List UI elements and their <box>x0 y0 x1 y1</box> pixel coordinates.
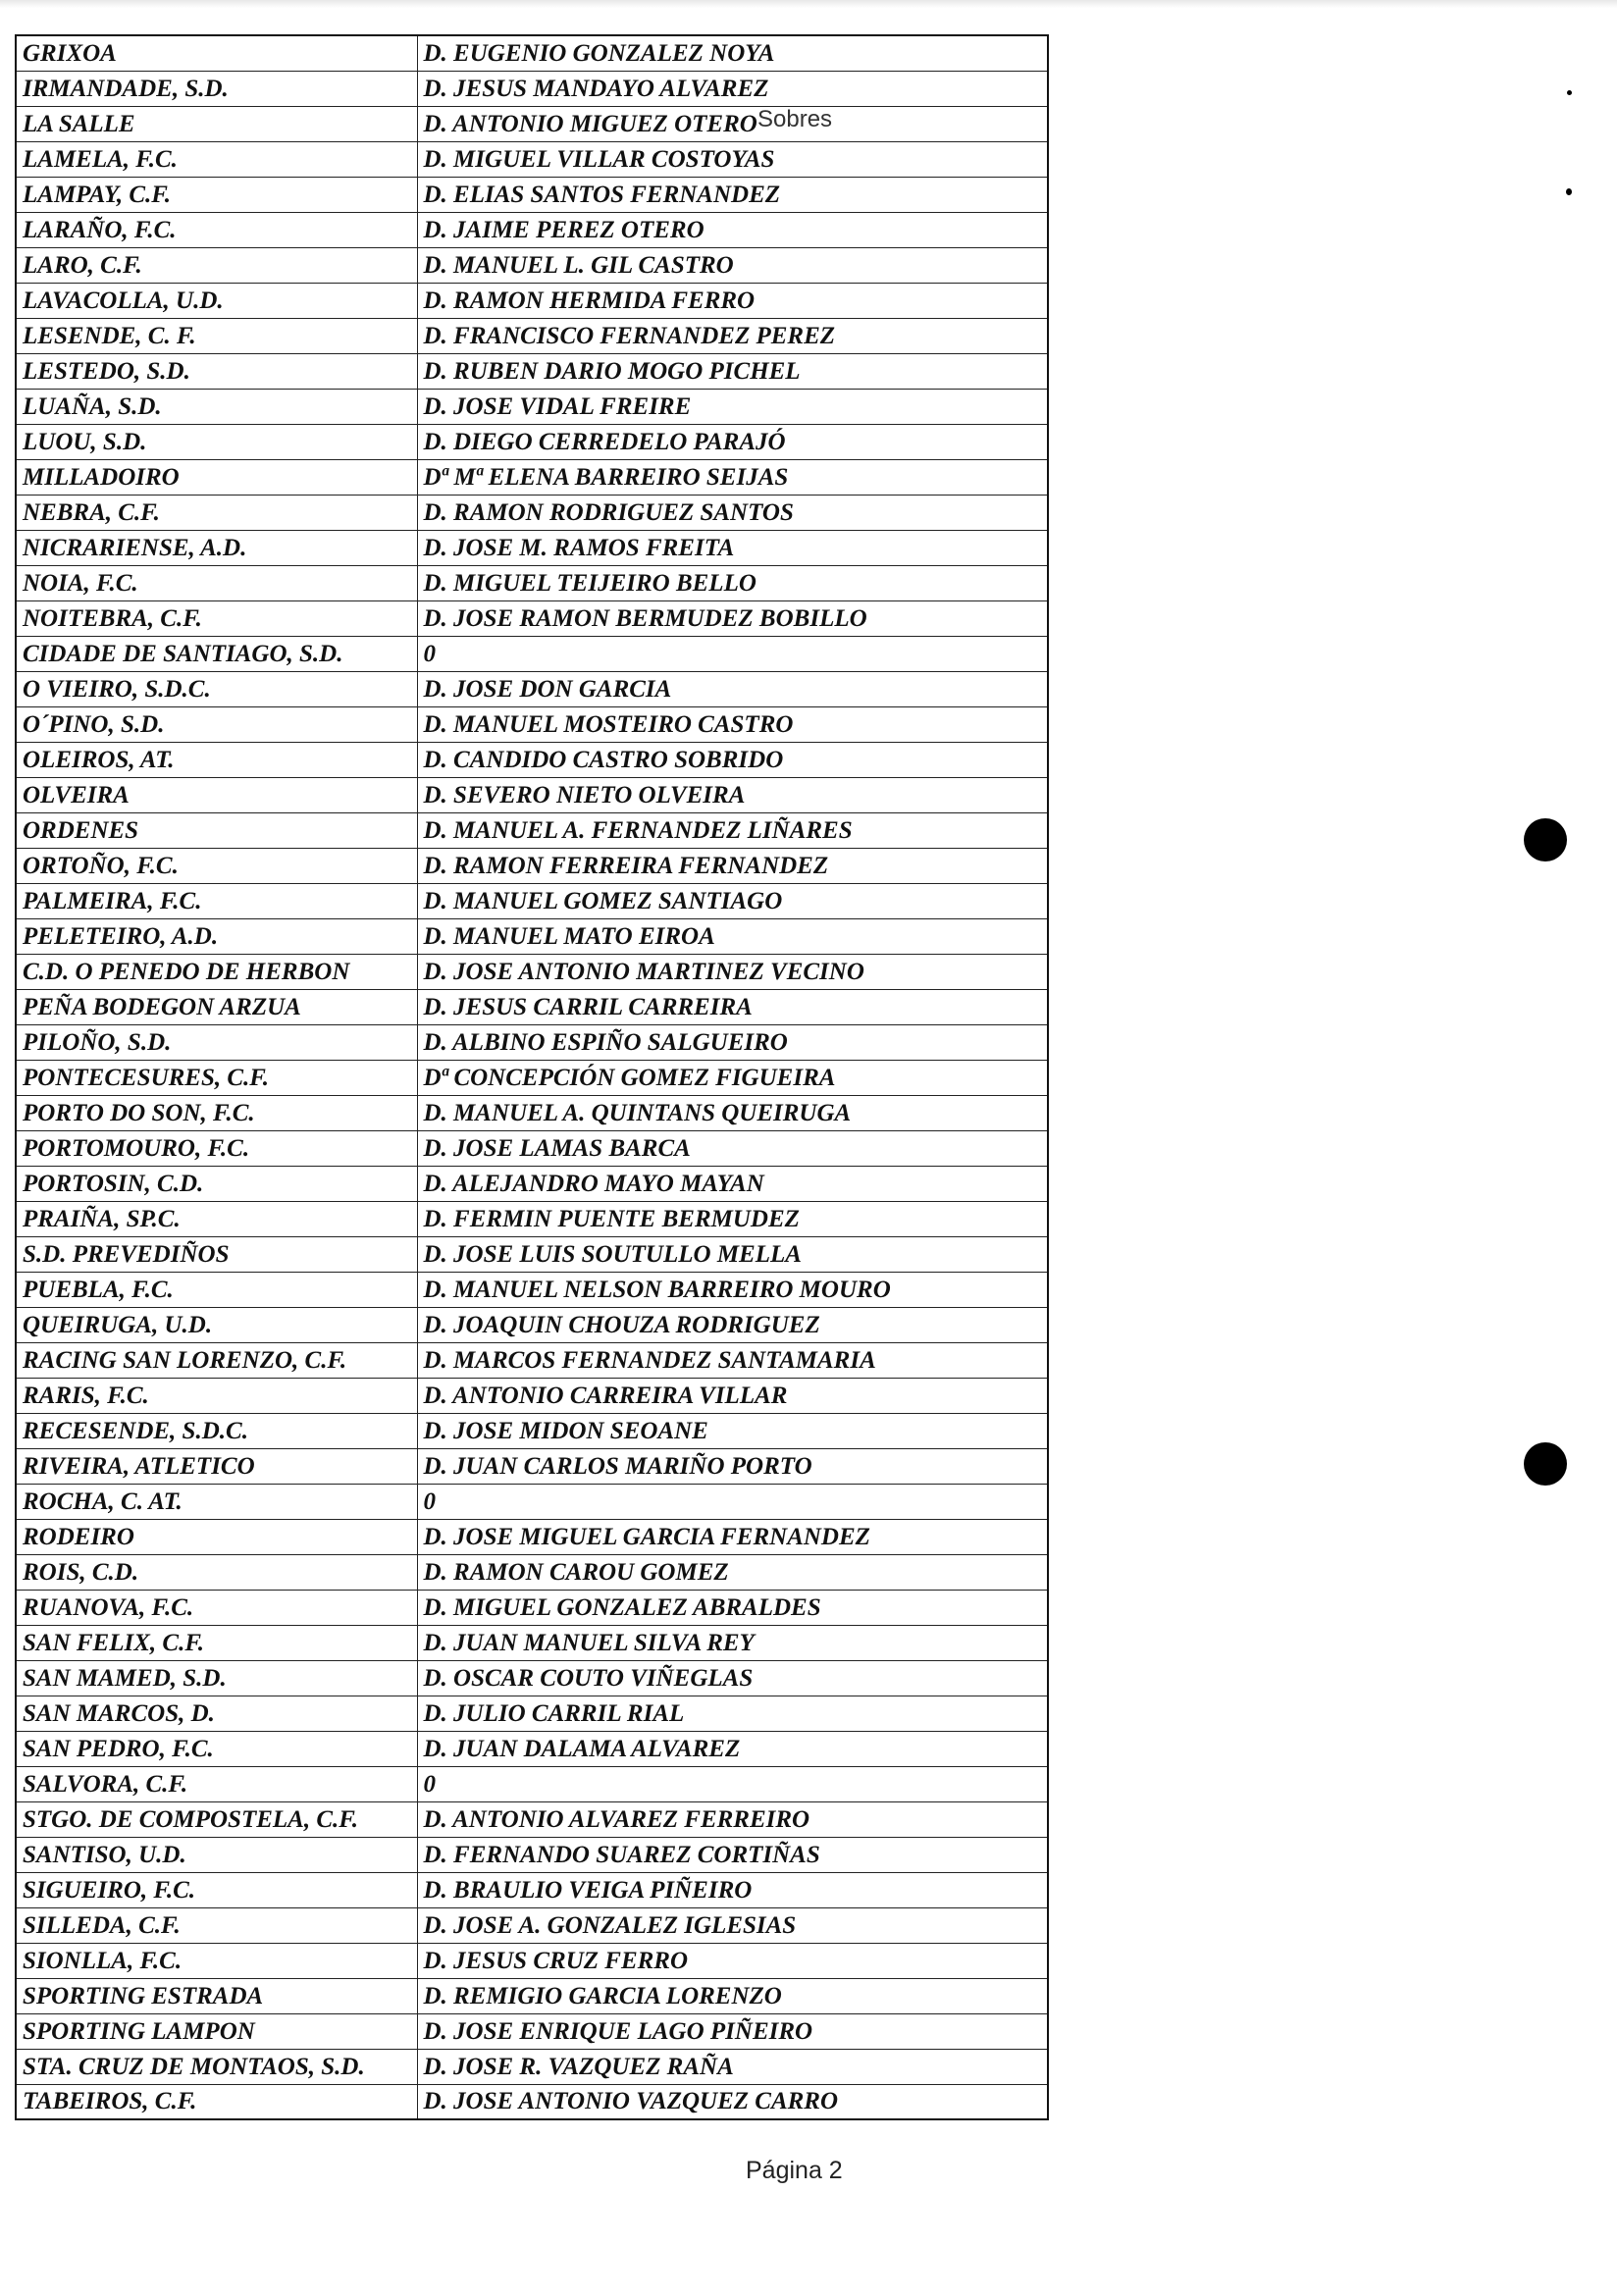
club-name-cell: SPORTING LAMPON <box>16 2013 417 2049</box>
club-name-cell: SAN PEDRO, F.C. <box>16 1731 417 1766</box>
president-name-cell: D. JULIO CARRIL RIAL <box>417 1696 1048 1731</box>
club-name-cell: GRIXOA <box>16 35 417 71</box>
punch-hole <box>1524 1442 1567 1486</box>
president-name-cell: D. JOSE MIGUEL GARCIA FERNANDEZ <box>417 1519 1048 1554</box>
president-name-cell: D. DIEGO CERREDELO PARAJÓ <box>417 424 1048 459</box>
club-name-cell: SIGUEIRO, F.C. <box>16 1872 417 1907</box>
club-name-cell: SAN MAMED, S.D. <box>16 1660 417 1696</box>
club-name-cell: NEBRA, C.F. <box>16 495 417 530</box>
club-name-cell: PONTECESURES, C.F. <box>16 1060 417 1095</box>
president-name-cell: D. JOSE DON GARCIA <box>417 671 1048 706</box>
president-name-cell: D. MIGUEL TEIJEIRO BELLO <box>417 565 1048 600</box>
table-row <box>16 530 1048 565</box>
president-name-cell: D. JOSE R. VAZQUEZ RAÑA <box>417 2049 1048 2084</box>
club-name-cell: NOITEBRA, C.F. <box>16 600 417 636</box>
scan-edge <box>0 0 1617 8</box>
club-name-cell: RUANOVA, F.C. <box>16 1590 417 1625</box>
president-name-cell: D. FERMIN PUENTE BERMUDEZ <box>417 1201 1048 1236</box>
president-name-cell: D. RAMON HERMIDA FERRO <box>417 283 1048 318</box>
table-row <box>16 2049 1048 2084</box>
table-row <box>16 777 1048 812</box>
club-name-cell: LAVACOLLA, U.D. <box>16 283 417 318</box>
club-name-cell: RARIS, F.C. <box>16 1378 417 1413</box>
table-row <box>16 989 1048 1024</box>
table-row <box>16 565 1048 600</box>
table-row <box>16 1907 1048 1943</box>
club-name-cell: TABEIROS, C.F. <box>16 2084 417 2119</box>
president-name-cell: D. JESUS CRUZ FERRO <box>417 1943 1048 1978</box>
president-name-cell: D. CANDIDO CASTRO SOBRIDO <box>417 742 1048 777</box>
table-row <box>16 459 1048 495</box>
president-name-cell: D. ANTONIO CARREIRA VILLAR <box>417 1378 1048 1413</box>
president-name-cell: D. JOSE LUIS SOUTULLO MELLA <box>417 1236 1048 1272</box>
table-row <box>16 742 1048 777</box>
table-row <box>16 1625 1048 1660</box>
table-row <box>16 1130 1048 1166</box>
punch-hole <box>1524 818 1567 861</box>
president-name-cell: D. JOAQUIN CHOUZA RODRIGUEZ <box>417 1307 1048 1342</box>
president-name-cell: D. MARCOS FERNANDEZ SANTAMARIA <box>417 1342 1048 1378</box>
president-name-cell: D. JOSE ANTONIO MARTINEZ VECINO <box>417 954 1048 989</box>
president-name-cell: D. BRAULIO VEIGA PIÑEIRO <box>417 1872 1048 1907</box>
president-name-cell: D. ANTONIO ALVAREZ FERREIRO <box>417 1801 1048 1837</box>
president-name-cell: D. MANUEL MATO EIROA <box>417 918 1048 954</box>
table-row <box>16 353 1048 389</box>
table-row <box>16 106 1048 141</box>
table-row <box>16 1448 1048 1484</box>
table-row <box>16 918 1048 954</box>
president-name-cell: D. RAMON FERREIRA FERNANDEZ <box>417 848 1048 883</box>
club-name-cell: PILOÑO, S.D. <box>16 1024 417 1060</box>
president-name-cell: D. EUGENIO GONZALEZ NOYA <box>417 35 1048 71</box>
club-name-cell: PORTOMOURO, F.C. <box>16 1130 417 1166</box>
table-row <box>16 883 1048 918</box>
club-name-cell: SILLEDA, C.F. <box>16 1907 417 1943</box>
club-name-cell: LUAÑA, S.D. <box>16 389 417 424</box>
president-name-cell: D. JOSE ENRIQUE LAGO PIÑEIRO <box>417 2013 1048 2049</box>
club-name-cell: STGO. DE COMPOSTELA, C.F. <box>16 1801 417 1837</box>
president-name-cell: D. REMIGIO GARCIA LORENZO <box>417 1978 1048 2013</box>
table-row <box>16 389 1048 424</box>
club-name-cell: PUEBLA, F.C. <box>16 1272 417 1307</box>
table-row <box>16 212 1048 247</box>
president-name-cell: D. JOSE M. RAMOS FREITA <box>417 530 1048 565</box>
club-name-cell: LARAÑO, F.C. <box>16 212 417 247</box>
president-name-cell: D. FERNANDO SUAREZ CORTIÑAS <box>417 1837 1048 1872</box>
president-name-cell: D. RAMON RODRIGUEZ SANTOS <box>417 495 1048 530</box>
table-row <box>16 1801 1048 1837</box>
club-name-cell: PORTO DO SON, F.C. <box>16 1095 417 1130</box>
club-name-cell: PEÑA BODEGON ARZUA <box>16 989 417 1024</box>
president-name-cell: D. MANUEL GOMEZ SANTIAGO <box>417 883 1048 918</box>
club-name-cell: LESENDE, C. F. <box>16 318 417 353</box>
club-name-cell: OLEIROS, AT. <box>16 742 417 777</box>
table-row <box>16 1766 1048 1801</box>
club-name-cell: CIDADE DE SANTIAGO, S.D. <box>16 636 417 671</box>
president-name-cell: D. JUAN DALAMA ALVAREZ <box>417 1731 1048 1766</box>
club-name-cell: MILLADOIRO <box>16 459 417 495</box>
table-row <box>16 2084 1048 2119</box>
president-name-cell: D. MANUEL MOSTEIRO CASTRO <box>417 706 1048 742</box>
club-name-cell: PELETEIRO, A.D. <box>16 918 417 954</box>
table-row <box>16 1978 1048 2013</box>
table-row <box>16 1236 1048 1272</box>
president-name-cell: D. JUAN MANUEL SILVA REY <box>417 1625 1048 1660</box>
page-number: Página 2 <box>746 2157 843 2184</box>
president-name-cell: Dª Mª ELENA BARREIRO SEIJAS <box>417 459 1048 495</box>
president-name-cell: D. JUAN CARLOS MARIÑO PORTO <box>417 1448 1048 1484</box>
president-name-cell: D. JOSE MIDON SEOANE <box>417 1413 1048 1448</box>
club-name-cell: ORTOÑO, F.C. <box>16 848 417 883</box>
club-name-cell: PORTOSIN, C.D. <box>16 1166 417 1201</box>
club-name-cell: PRAIÑA, SP.C. <box>16 1201 417 1236</box>
table-row <box>16 1272 1048 1307</box>
table-row <box>16 318 1048 353</box>
president-name-cell: D. ANTONIO MIGUEZ OTERO <box>417 106 1048 141</box>
table-row <box>16 1696 1048 1731</box>
table-row <box>16 177 1048 212</box>
president-name-cell: D. ELIAS SANTOS FERNANDEZ <box>417 177 1048 212</box>
table-row <box>16 812 1048 848</box>
club-name-cell: S.D. PREVEDIÑOS <box>16 1236 417 1272</box>
table-row <box>16 1484 1048 1519</box>
table-row <box>16 706 1048 742</box>
club-name-cell: QUEIRUGA, U.D. <box>16 1307 417 1342</box>
president-name-cell: 0 <box>417 636 1048 671</box>
president-name-cell: Dª CONCEPCIÓN GOMEZ FIGUEIRA <box>417 1060 1048 1095</box>
president-name-cell: D. JESUS MANDAYO ALVAREZ <box>417 71 1048 106</box>
club-name-cell: O´PINO, S.D. <box>16 706 417 742</box>
club-name-cell: PALMEIRA, F.C. <box>16 883 417 918</box>
table-row <box>16 1342 1048 1378</box>
table-body <box>16 35 1048 2119</box>
table-row <box>16 424 1048 459</box>
club-name-cell: SAN FELIX, C.F. <box>16 1625 417 1660</box>
club-name-cell: NICRARIENSE, A.D. <box>16 530 417 565</box>
table-row <box>16 1554 1048 1590</box>
club-name-cell: NOIA, F.C. <box>16 565 417 600</box>
table-row <box>16 247 1048 283</box>
scan-speck <box>1567 90 1572 95</box>
club-name-cell: ROIS, C.D. <box>16 1554 417 1590</box>
club-name-cell: SANTISO, U.D. <box>16 1837 417 1872</box>
president-name-cell: D. JAIME PEREZ OTERO <box>417 212 1048 247</box>
sobres-label: Sobres <box>757 106 833 132</box>
table-row <box>16 283 1048 318</box>
club-name-cell: C.D. O PENEDO DE HERBON <box>16 954 417 989</box>
table-row <box>16 1201 1048 1236</box>
club-name-cell: O VIEIRO, S.D.C. <box>16 671 417 706</box>
table-row <box>16 1413 1048 1448</box>
clubs-presidents-table <box>15 34 1049 2120</box>
president-name-cell: D. MIGUEL GONZALEZ ABRALDES <box>417 1590 1048 1625</box>
club-name-cell: LAMPAY, C.F. <box>16 177 417 212</box>
club-name-cell: LAMELA, F.C. <box>16 141 417 177</box>
club-name-cell: RECESENDE, S.D.C. <box>16 1413 417 1448</box>
table-row <box>16 671 1048 706</box>
club-name-cell: SPORTING ESTRADA <box>16 1978 417 2013</box>
table-row <box>16 1590 1048 1625</box>
table-row <box>16 1519 1048 1554</box>
table-row <box>16 1166 1048 1201</box>
club-name-cell: SIONLLA, F.C. <box>16 1943 417 1978</box>
club-name-cell: LA SALLE <box>16 106 417 141</box>
president-name-cell: 0 <box>417 1766 1048 1801</box>
table-row <box>16 71 1048 106</box>
president-name-cell: D. JOSE LAMAS BARCA <box>417 1130 1048 1166</box>
table-row <box>16 636 1048 671</box>
president-name-cell: D. RAMON CAROU GOMEZ <box>417 1554 1048 1590</box>
president-name-cell: D. JOSE RAMON BERMUDEZ BOBILLO <box>417 600 1048 636</box>
club-name-cell: LESTEDO, S.D. <box>16 353 417 389</box>
president-name-cell: D. SEVERO NIETO OLVEIRA <box>417 777 1048 812</box>
president-name-cell: D. MANUEL A. FERNANDEZ LIÑARES <box>417 812 1048 848</box>
club-name-cell: RACING SAN LORENZO, C.F. <box>16 1342 417 1378</box>
president-name-cell: D. JESUS CARRIL CARREIRA <box>417 989 1048 1024</box>
president-name-cell: D. RUBEN DARIO MOGO PICHEL <box>417 353 1048 389</box>
table-row <box>16 1024 1048 1060</box>
president-name-cell: D. MIGUEL VILLAR COSTOYAS <box>417 141 1048 177</box>
club-name-cell: LUOU, S.D. <box>16 424 417 459</box>
table-row <box>16 141 1048 177</box>
president-name-cell: D. ALEJANDRO MAYO MAYAN <box>417 1166 1048 1201</box>
president-name-cell: D. JOSE A. GONZALEZ IGLESIAS <box>417 1907 1048 1943</box>
scan-speck <box>1566 188 1572 195</box>
president-name-cell: D. FRANCISCO FERNANDEZ PEREZ <box>417 318 1048 353</box>
table-row <box>16 1307 1048 1342</box>
club-name-cell: SAN MARCOS, D. <box>16 1696 417 1731</box>
table-row <box>16 1837 1048 1872</box>
table-row <box>16 1872 1048 1907</box>
table-row <box>16 2013 1048 2049</box>
table-row <box>16 848 1048 883</box>
table-row <box>16 1095 1048 1130</box>
club-name-cell: SALVORA, C.F. <box>16 1766 417 1801</box>
table-row <box>16 954 1048 989</box>
club-name-cell: LARO, C.F. <box>16 247 417 283</box>
table-row <box>16 1060 1048 1095</box>
table-row <box>16 1943 1048 1978</box>
club-name-cell: RIVEIRA, ATLETICO <box>16 1448 417 1484</box>
table-row <box>16 495 1048 530</box>
president-name-cell: D. MANUEL L. GIL CASTRO <box>417 247 1048 283</box>
president-name-cell: 0 <box>417 1484 1048 1519</box>
president-name-cell: D. OSCAR COUTO VIÑEGLAS <box>417 1660 1048 1696</box>
table-row <box>16 35 1048 71</box>
president-name-cell: D. ALBINO ESPIÑO SALGUEIRO <box>417 1024 1048 1060</box>
president-name-cell: D. MANUEL A. QUINTANS QUEIRUGA <box>417 1095 1048 1130</box>
president-name-cell: D. MANUEL NELSON BARREIRO MOURO <box>417 1272 1048 1307</box>
table-row <box>16 1731 1048 1766</box>
club-name-cell: ROCHA, C. AT. <box>16 1484 417 1519</box>
club-name-cell: IRMANDADE, S.D. <box>16 71 417 106</box>
president-name-cell: D. JOSE VIDAL FREIRE <box>417 389 1048 424</box>
table-row <box>16 1378 1048 1413</box>
president-name-cell: D. JOSE ANTONIO VAZQUEZ CARRO <box>417 2084 1048 2119</box>
table-row <box>16 600 1048 636</box>
club-name-cell: RODEIRO <box>16 1519 417 1554</box>
club-name-cell: OLVEIRA <box>16 777 417 812</box>
club-name-cell: ORDENES <box>16 812 417 848</box>
table-row <box>16 1660 1048 1696</box>
club-name-cell: STA. CRUZ DE MONTAOS, S.D. <box>16 2049 417 2084</box>
